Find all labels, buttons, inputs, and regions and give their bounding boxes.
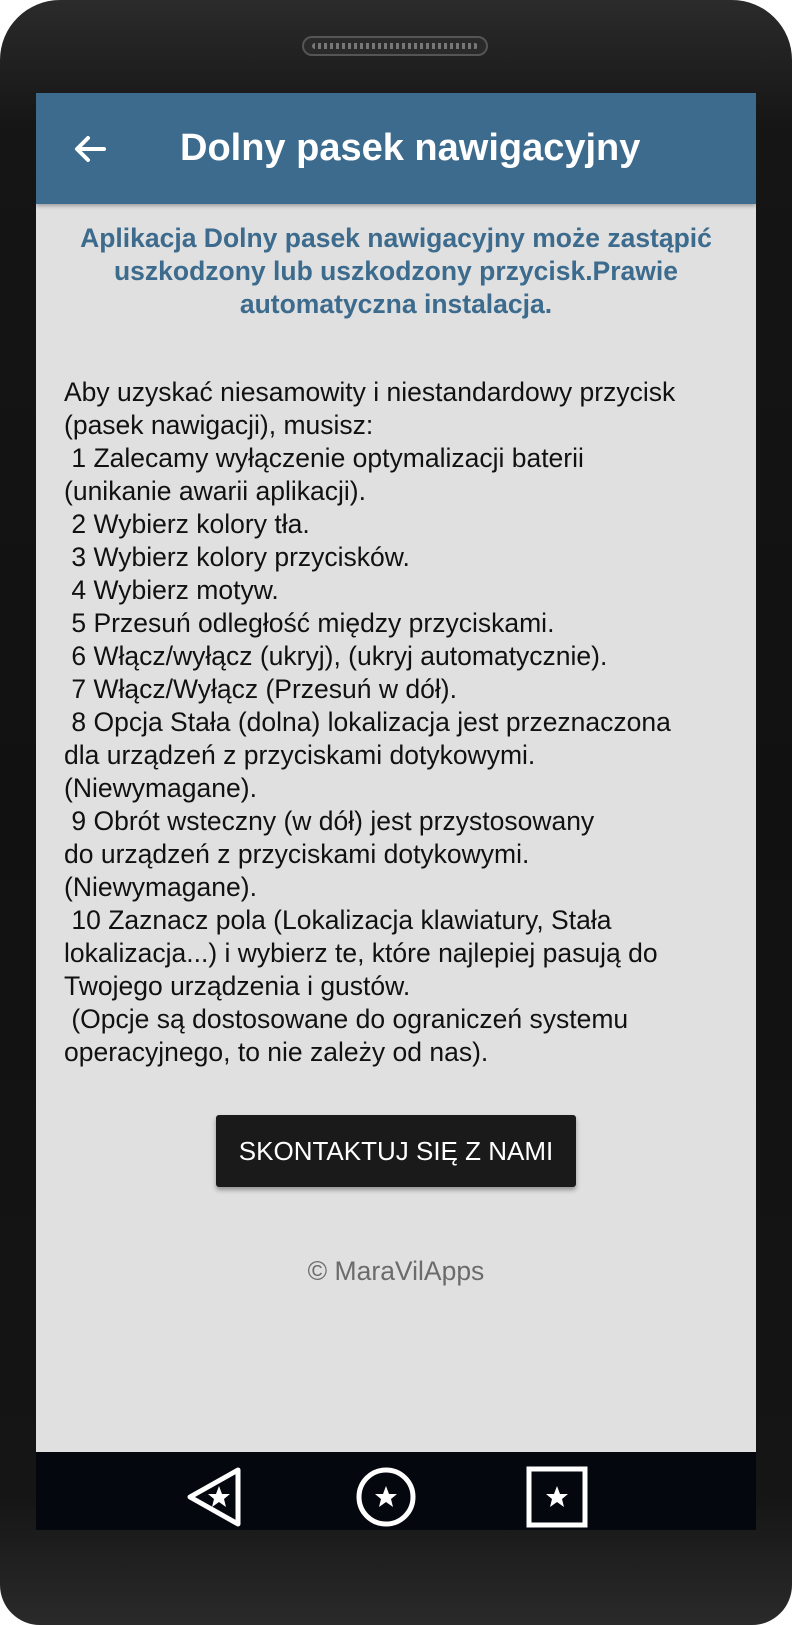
instruction-line: (Opcje są dostosowane do ograniczeń systemu	[64, 1004, 629, 1034]
instruction-line: lokalizacja...) i wybierz te, które najlepiej pasują do	[64, 938, 658, 968]
navigation-bar	[36, 1452, 756, 1530]
instruction-line: 10 Zaznacz pola (Lokalizacja klawiatury, Stała	[64, 905, 612, 935]
instruction-line: 5 Przesuń odległość między przyciskami.	[64, 608, 555, 638]
back-triangle-star-icon[interactable]	[182, 1464, 248, 1530]
intro-line: uszkodzony lub uszkodzony przycisk.Prawie	[114, 256, 678, 286]
instruction-line: operacyjnego, to nie zależy od nas).	[64, 1037, 489, 1067]
earpiece-speaker	[302, 36, 488, 56]
recents-square-star-icon[interactable]	[524, 1464, 590, 1530]
instruction-line: 2 Wybierz kolory tła.	[64, 509, 310, 539]
app-bar	[36, 93, 756, 204]
instruction-line: 7 Włącz/Wyłącz (Przesuń w dół).	[64, 674, 457, 704]
instruction-line: do urządzeń z przyciskami dotykowymi.	[64, 839, 530, 869]
instruction-line: (pasek nawigacji), musisz:	[64, 410, 374, 440]
instruction-line: 8 Opcja Stała (dolna) lokalizacja jest przeznaczona	[64, 707, 671, 737]
home-circle-star-icon[interactable]	[353, 1464, 419, 1530]
instruction-line: (unikanie awarii aplikacji).	[64, 476, 366, 506]
intro-line: automatyczna instalacja.	[239, 289, 553, 319]
instruction-line: dla urządzeń z przyciskami dotykowymi.	[64, 740, 536, 770]
copyright-text: © MaraVilApps	[307, 1256, 485, 1286]
instruction-line: 9 Obrót wsteczny (w dół) jest przystosowany	[64, 806, 595, 836]
page-title: Dolny pasek nawigacyjny	[180, 127, 641, 169]
app-screen	[36, 93, 756, 1530]
instruction-line: (Niewymagane).	[64, 773, 257, 803]
instruction-line: 3 Wybierz kolory przycisków.	[64, 542, 410, 572]
instruction-line: Aby uzyskać niesamowity i niestandardowy przycisk	[64, 377, 676, 407]
arrow-left-icon[interactable]	[70, 129, 110, 169]
intro-text	[66, 222, 726, 321]
instruction-line: 1 Zalecamy wyłączenie optymalizacji baterii	[64, 443, 584, 473]
instruction-line: Twojego urządzenia i gustów.	[64, 971, 411, 1001]
instruction-line: 4 Wybierz motyw.	[64, 575, 279, 605]
instructions-text	[64, 376, 734, 1069]
instruction-line: (Niewymagane).	[64, 872, 257, 902]
intro-line: Aplikacja Dolny pasek nawigacyjny może zastąpić	[80, 223, 712, 253]
instruction-line: 6 Włącz/wyłącz (ukryj), (ukryj automatycznie).	[64, 641, 608, 671]
contact-us-button[interactable]: SKONTAKTUJ SIĘ Z NAMI	[216, 1115, 576, 1187]
